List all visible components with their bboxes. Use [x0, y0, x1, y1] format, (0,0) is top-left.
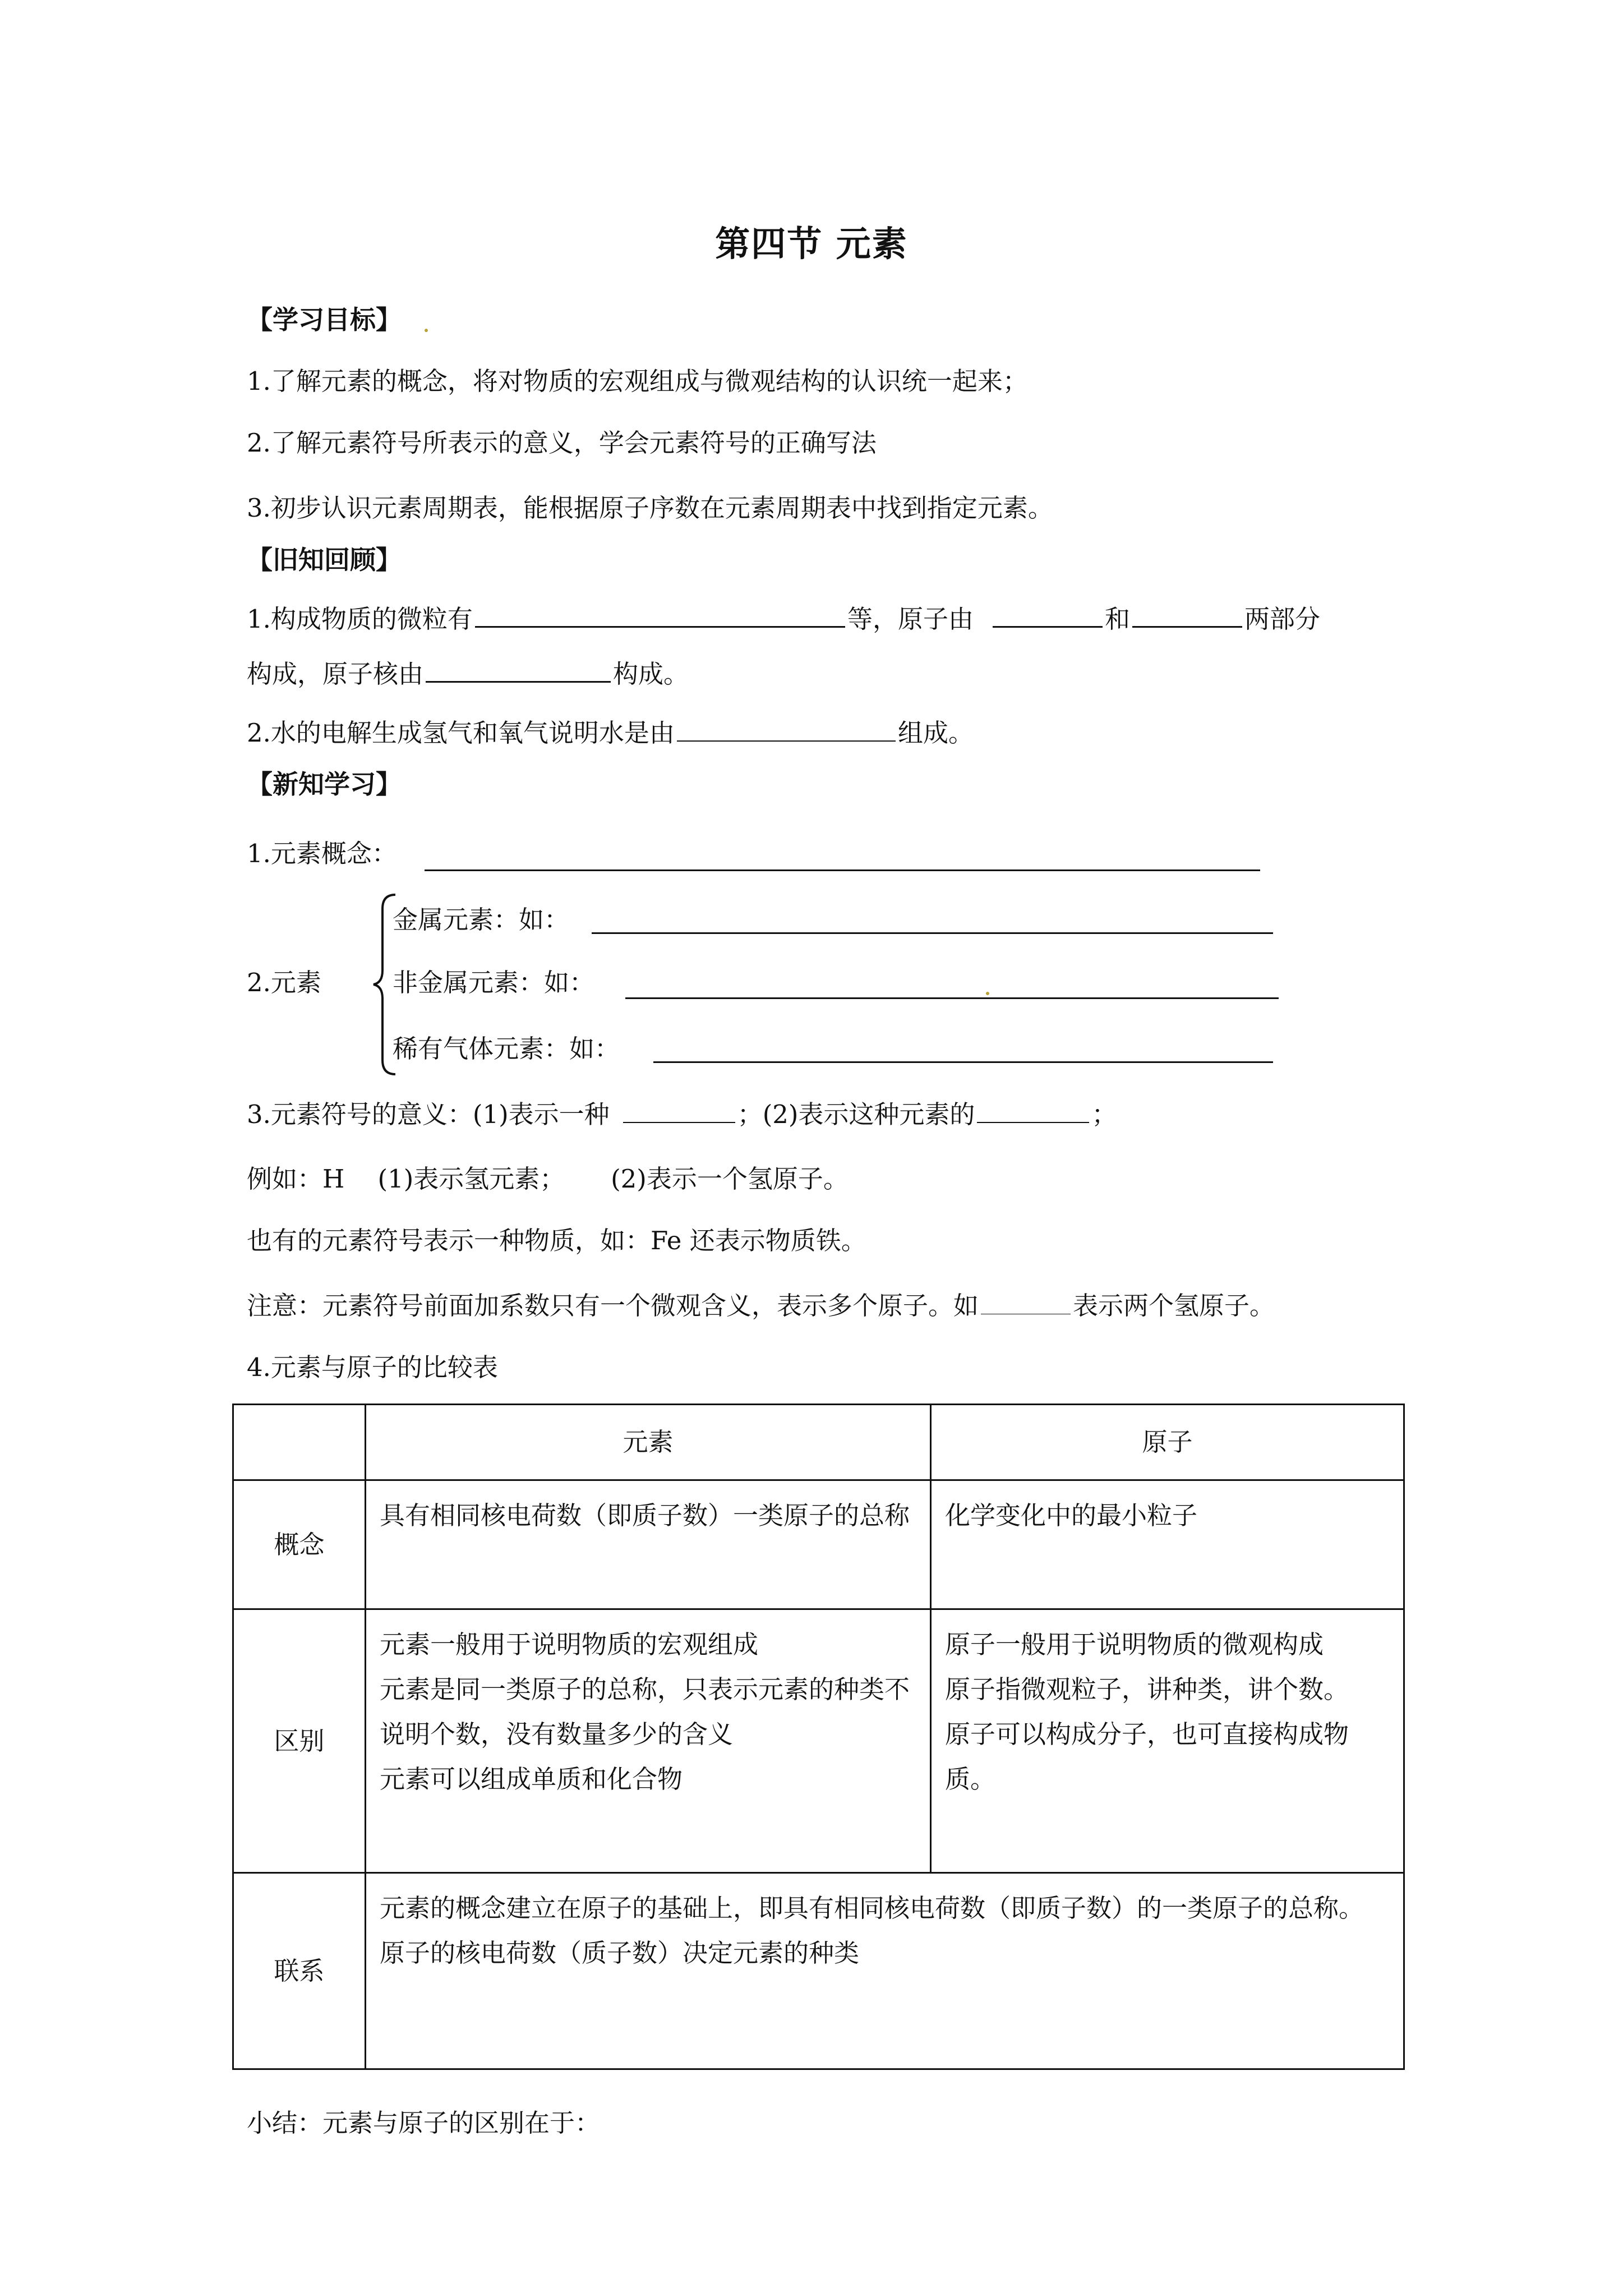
blank-metal[interactable] [592, 932, 1273, 934]
blank-meaning-2[interactable] [977, 1097, 1089, 1123]
cell-link [366, 1873, 1404, 2069]
cell-text: 元素是同一类原子的总称，只表示元素的种类不说明个数，没有数量多少的含义 [380, 1674, 910, 1749]
cell-diff-atom [931, 1609, 1404, 1873]
classify-label: 2.元素 [247, 968, 321, 997]
note-text-b: 表示两个氢原子。 [1073, 1291, 1275, 1320]
review-q2-text-b: 组成。 [897, 718, 974, 748]
goal-item-1: 1.了解元素的概念，将对物质的宏观组成与微观结构的认识统一起来； [247, 366, 1028, 396]
note-line [247, 1289, 1275, 1323]
review-q1-text-e: 构成，原子核由 [247, 659, 424, 689]
concept-line [247, 837, 397, 871]
new-heading: 【新知学习】 [247, 769, 402, 799]
goal-item-3: 3.初步认识元素周期表，能根据原子序数在元素周期表中找到指定元素。 [247, 493, 1053, 523]
blank-atom-part2[interactable] [1132, 601, 1242, 628]
review-q1-line1 [247, 601, 1320, 636]
example-line: 例如：H (1)表示氢元素； (2)表示一个氢原子。 [247, 1164, 849, 1194]
cell-text: 原子的核电荷数（质子数）决定元素的种类 [380, 1938, 860, 1968]
blank-two-hydrogen[interactable] [981, 1289, 1071, 1314]
also-line: 也有的元素符号表示一种物质，如：Fe 还表示物质铁。 [247, 1226, 866, 1255]
cell-text: 原子可以构成分子，也可直接构成物质。 [945, 1719, 1349, 1794]
blank-concept[interactable] [425, 869, 1260, 871]
goal-item-2: 2.了解元素符号所表示的意义，学会元素符号的正确写法 [247, 428, 877, 458]
note-text-a: 注意：元素符号前面加系数只有一个微观含义，表示多个原子。如 [247, 1291, 979, 1320]
decor-dot [425, 329, 428, 332]
cell-diff-element [366, 1609, 931, 1873]
col-header-atom: 原子 [931, 1405, 1404, 1480]
page-title: 第四节 元素 [715, 223, 908, 264]
blank-atom-part1[interactable] [993, 601, 1103, 628]
nonmetal-label: 非金属元素：如： [393, 968, 595, 997]
row-header-diff: 区别 [233, 1609, 366, 1873]
goals-heading: 【学习目标】 [247, 305, 402, 335]
cell-concept-element [366, 1480, 931, 1609]
decor-dot [986, 992, 989, 995]
comparison-table [232, 1404, 1405, 2070]
review-q2 [247, 716, 974, 750]
metal-label: 金属元素：如： [393, 905, 570, 935]
cell-text: 元素的概念建立在原子的基础上，即具有相同核电荷数（即质子数）的一类原子的总称。 [380, 1893, 1364, 1923]
table-header-row [233, 1405, 1404, 1480]
review-heading: 【旧知回顾】 [247, 545, 402, 575]
cell-concept-atom [931, 1480, 1404, 1609]
table-row-diff [233, 1609, 1404, 1873]
meaning-text-c: ； [1091, 1099, 1117, 1129]
summary-line: 小结：元素与原子的区别在于： [247, 2108, 601, 2138]
cell-text: 元素可以组成单质和化合物 [380, 1764, 683, 1794]
meaning-line [247, 1097, 1117, 1131]
blank-meaning-1[interactable] [623, 1097, 735, 1123]
table-corner-cell [233, 1405, 366, 1480]
table-row-concept [233, 1480, 1404, 1609]
review-q1-text-d: 两部分 [1244, 604, 1320, 634]
blank-noble[interactable] [653, 1061, 1273, 1063]
review-q2-text-a: 2.水的电解生成氢气和氧气说明水是由 [247, 718, 675, 748]
meaning-text-b: ；(2)表示这种元素的 [737, 1099, 975, 1129]
row-header-link: 联系 [233, 1873, 366, 2069]
table-row-link [233, 1873, 1404, 2069]
row-header-concept: 概念 [233, 1480, 366, 1609]
cell-text: 具有相同核电荷数（即质子数）一类原子的总称 [380, 1501, 910, 1530]
cell-text: 化学变化中的最小粒子 [945, 1501, 1198, 1530]
cell-text: 原子一般用于说明物质的微观构成 [945, 1630, 1324, 1659]
cell-text: 原子指微观粒子，讲种类，讲个数。 [945, 1674, 1349, 1704]
concept-label: 1.元素概念： [247, 839, 397, 868]
cell-text: 元素一般用于说明物质的宏观组成 [380, 1630, 759, 1659]
review-q1-text-a: 1.构成物质的微粒有 [247, 604, 473, 634]
blank-nonmetal[interactable] [625, 997, 1279, 999]
review-q1-text-b: 等，原子由 [847, 604, 974, 634]
blank-water-composition[interactable] [677, 716, 896, 742]
review-q1-text-f: 构成。 [613, 659, 689, 689]
noble-label: 稀有气体元素：如： [393, 1034, 620, 1064]
blank-particles[interactable] [475, 601, 845, 628]
review-q1-text-c: 和 [1104, 604, 1130, 634]
meaning-text-a: 3.元素符号的意义：(1)表示一种 [247, 1099, 610, 1129]
review-q1-line2 [247, 656, 689, 691]
blank-nucleus[interactable] [426, 656, 611, 683]
table-title: 4.元素与原子的比较表 [247, 1352, 498, 1382]
col-header-element: 元素 [366, 1405, 931, 1480]
